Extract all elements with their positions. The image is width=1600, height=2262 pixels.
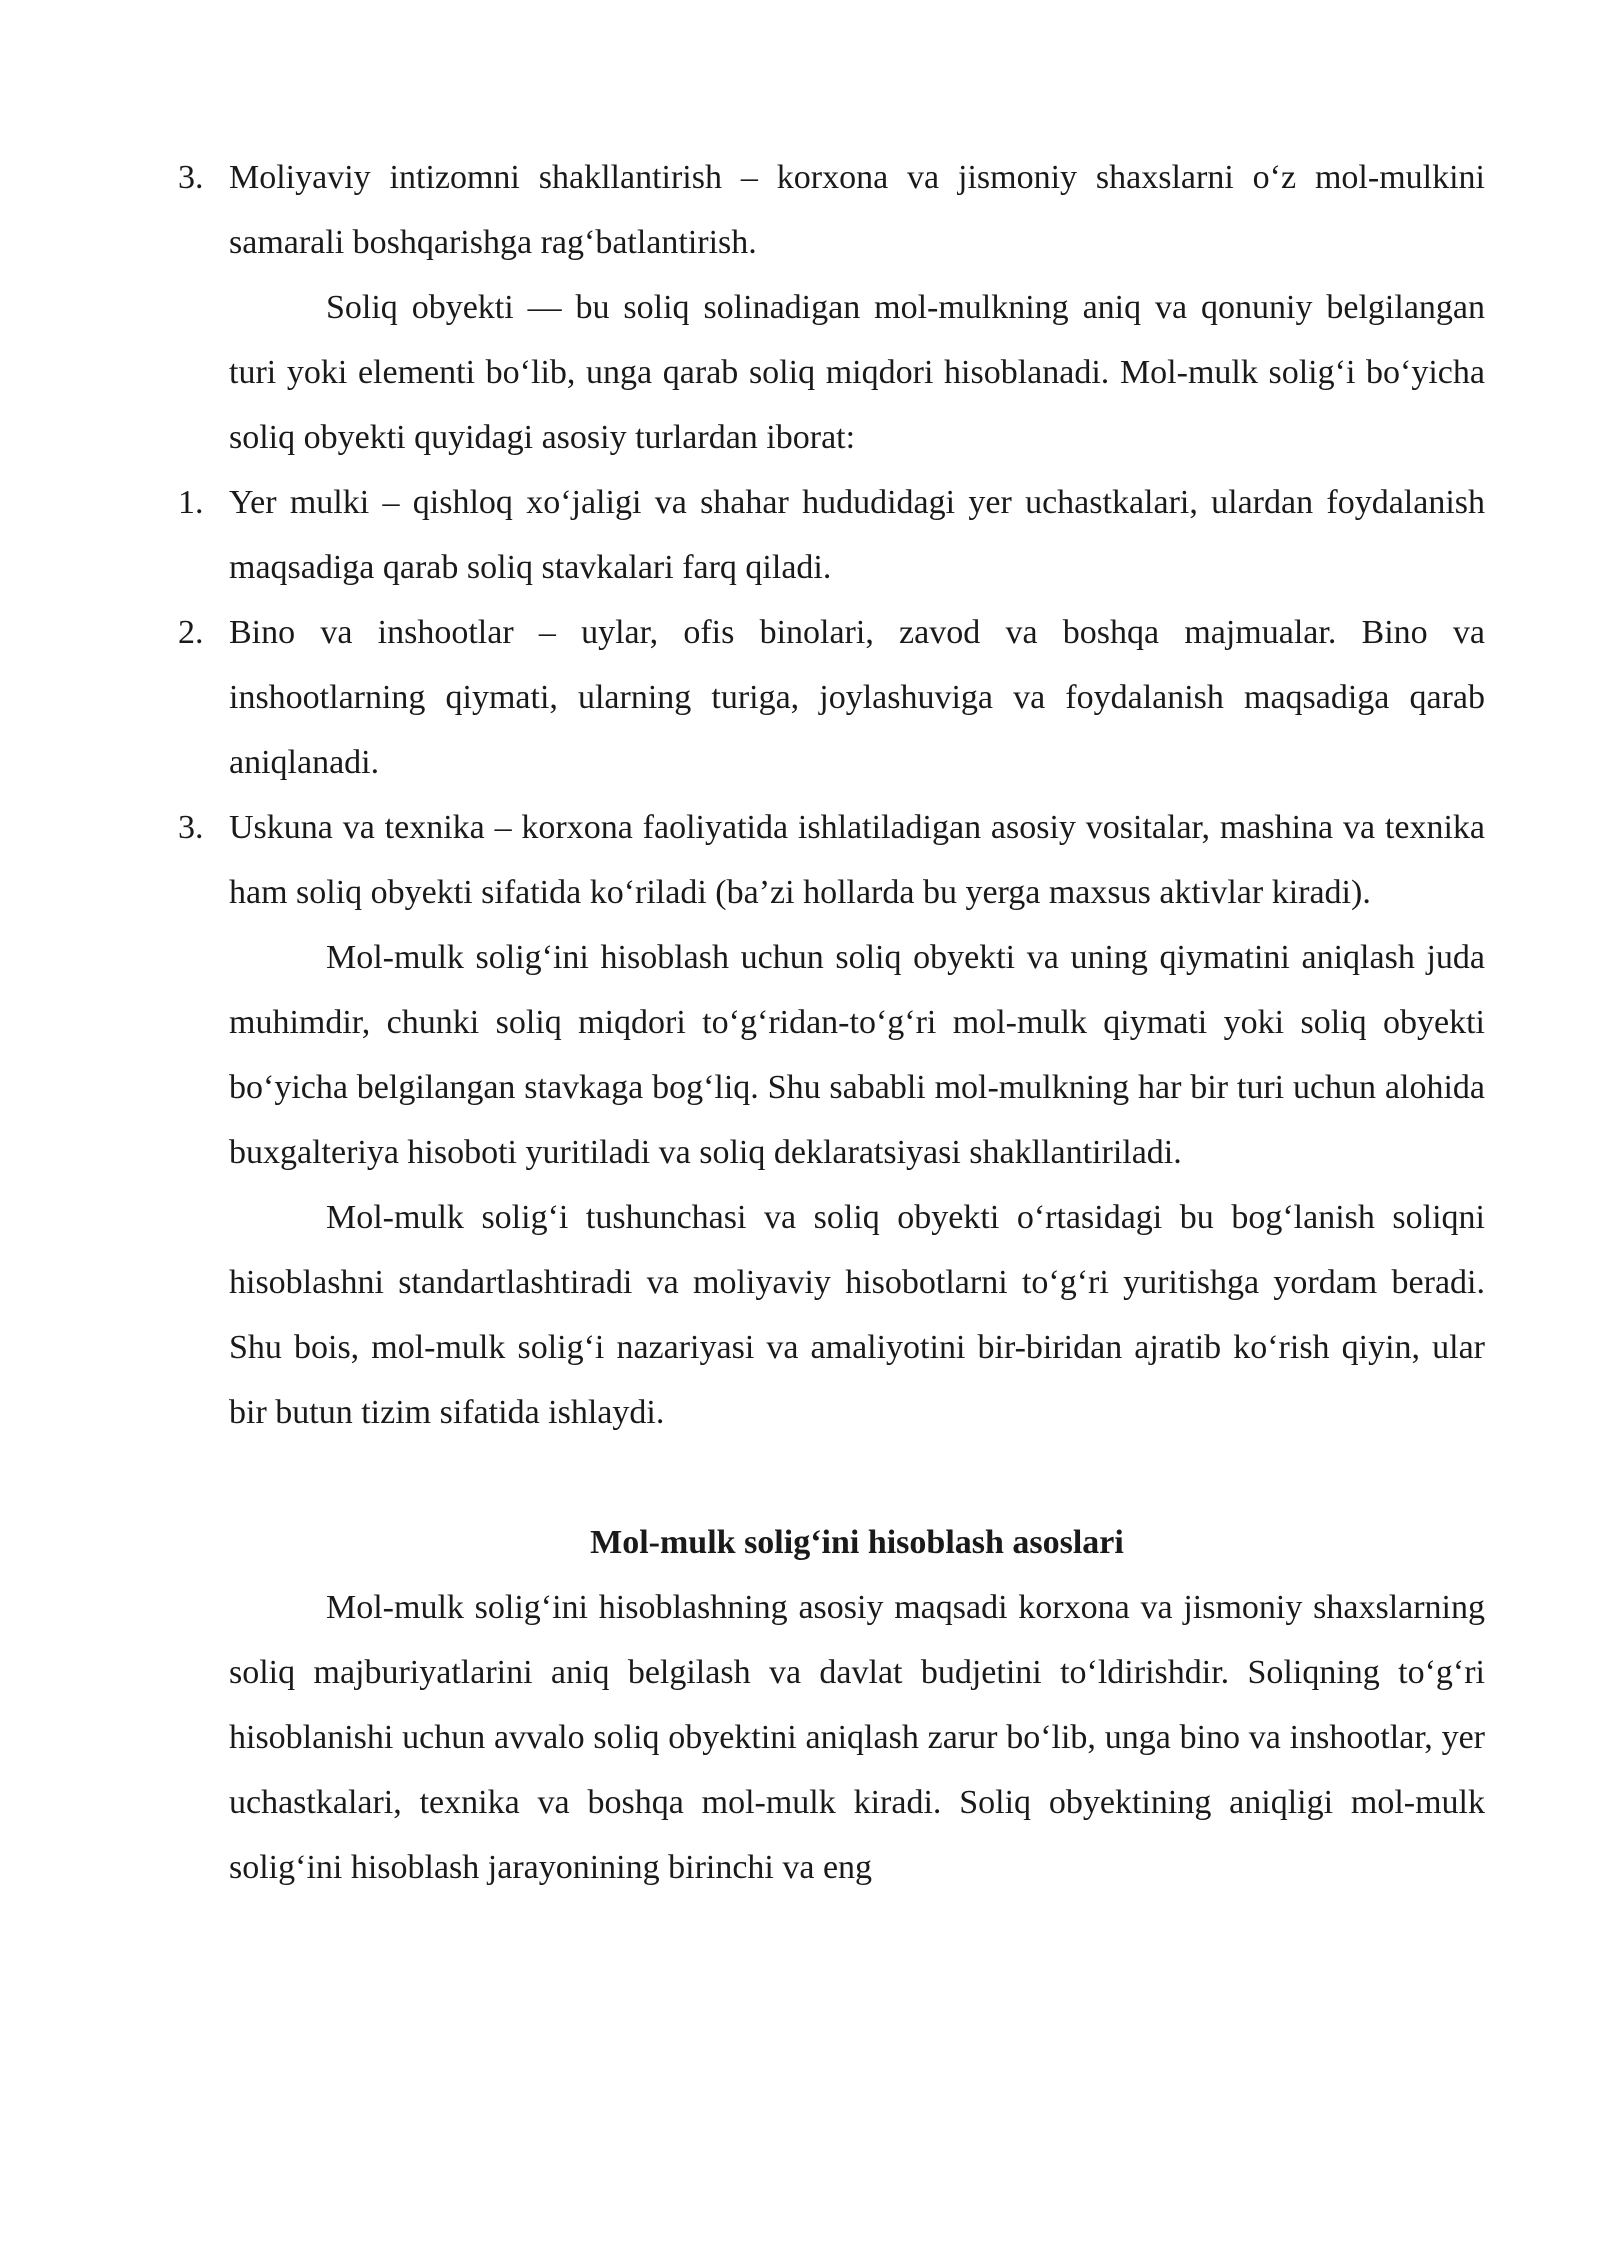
list-item — [178, 600, 1485, 795]
list-item-text: Bino va inshootlar – uylar, ofis binolari, zavod va boshqa majmualar. Bino va inshootlarning qiymati, ularning turiga, joylashuviga va foydalanish maqsadiga qarab aniqlanadi. — [229, 614, 1485, 781]
list-item-text: Yer mulki – qishloq xo‘jaligi va shahar hududidagi yer uchastkalari, ulardan foydalanish maqsadiga qarab soliq stavkalari farq qiladi. — [229, 484, 1485, 586]
page-content — [178, 145, 1485, 1900]
list-item — [178, 145, 1485, 275]
list-item — [178, 795, 1485, 925]
paragraph-soliq-obyekti: Soliq obyekti — bu soliq solinadigan mol-mulkning aniq va qonuniy belgilangan turi yoki elementi bo‘lib, unga qarab soliq miqdori hisoblanadi. Mol-mulk solig‘i bo‘yicha soliq obyekti quyidagi asosiy turlardan iborat: — [229, 289, 1485, 456]
list-item-text: Uskuna va texnika – korxona faoliyatida ishlatiladigan asosiy vositalar, mashina va texnika ham soliq obyekti sifatida ko‘riladi (ba’zi hollarda bu yerga maxsus aktivlar kiradi). — [229, 809, 1485, 911]
paragraph-hisoblash: Mol-mulk solig‘ini hisoblash uchun soliq obyekti va uning qiymatini aniqlash juda muhimdir, chunki soliq miqdori to‘g‘ridan-to‘g‘ri mol-mulk qiymati yoki soliq obyekti bo‘yicha belgilangan stavkaga bog‘liq. Shu sababli mol-mulkning har bir turi uchun alohida buxgalteriya hisoboti yuritiladi va soliq deklaratsiyasi shakllantiriladi. — [229, 939, 1485, 1171]
section-heading: Mol-mulk solig‘ini hisoblash asoslari — [590, 1524, 1124, 1561]
blank-line — [229, 1445, 1485, 1510]
list-item-number: 3. — [178, 159, 204, 196]
list-item-number: 3. — [178, 809, 204, 846]
list-item-text: Moliyaviy intizomni shakllantirish – korxona va jismoniy shaxslarni o‘z mol-mulkini samarali boshqarishga rag‘batlantirish. — [229, 159, 1485, 261]
paragraph-asosiy-maqsad: Mol-mulk solig‘ini hisoblashning asosiy maqsadi korxona va jismoniy shaxslarning soliq majburiyatlarini aniq belgilash va davlat budjetini to‘ldirishdir. Soliqning to‘g‘ri hisoblanishi uchun avvalo soliq obyektini aniqlash zarur bo‘lib, unga bino va inshootlar, yer uchastkalari, texnika va boshqa mol-mulk kiradi. Soliq obyektining aniqligi mol-mulk solig‘ini hisoblash jarayonining birinchi va eng — [229, 1589, 1485, 1886]
list-item — [178, 470, 1485, 600]
list-item-number: 2. — [178, 614, 204, 651]
paragraph-boglanish: Mol-mulk solig‘i tushunchasi va soliq obyekti o‘rtasidagi bu bog‘lanish soliqni hisoblashni standartlashtiradi va moliyaviy hisobotlarni to‘g‘ri yuritishga yordam beradi. Shu bois, mol-mulk solig‘i nazariyasi va amaliyotini bir-biridan ajratib ko‘rish qiyin, ular bir butun tizim sifatida ishlaydi. — [229, 1199, 1485, 1431]
list-item-number: 1. — [178, 484, 204, 521]
